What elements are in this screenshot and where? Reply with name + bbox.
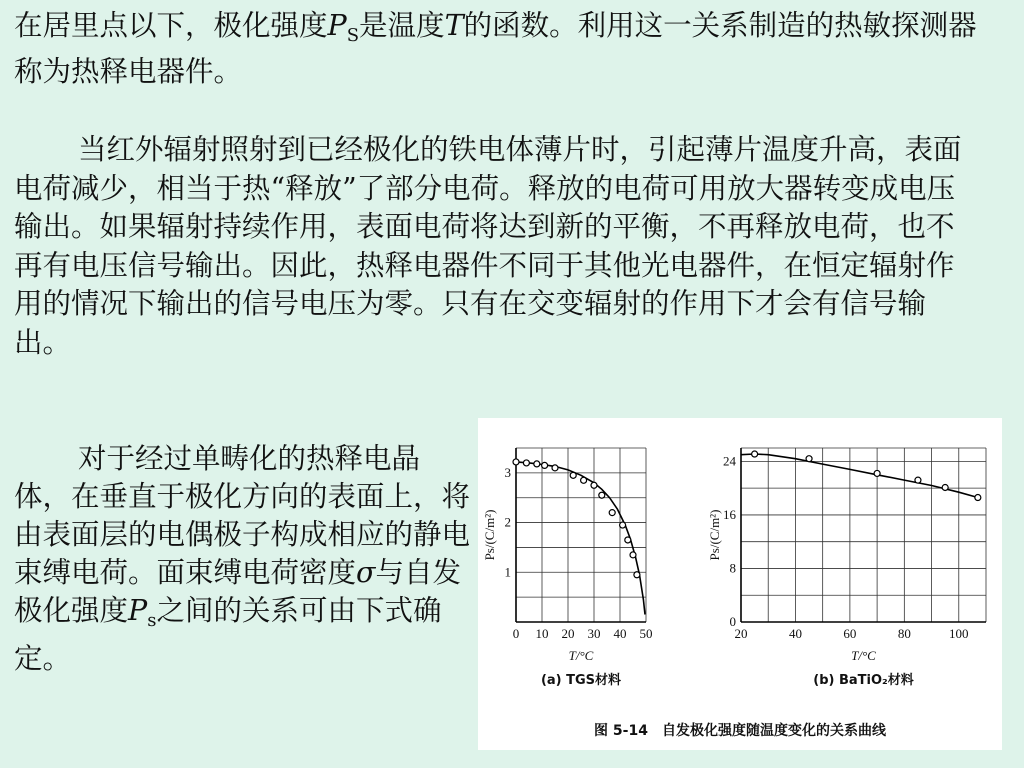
chart1-x-tick-label: 40 bbox=[613, 626, 627, 641]
chart2-series-line bbox=[741, 454, 978, 498]
chart1-data-point bbox=[591, 482, 597, 488]
symbol-P-subscript: S bbox=[346, 25, 360, 46]
chart2-data-point bbox=[806, 456, 812, 462]
chart1-y-tick-label: 2 bbox=[504, 514, 511, 530]
chart2-data-point bbox=[752, 451, 758, 457]
figure-svg bbox=[478, 418, 1002, 750]
chart1-data-point bbox=[570, 472, 576, 478]
chart1-data-point bbox=[620, 522, 626, 528]
symbol-Ps-subscript: s bbox=[147, 610, 157, 631]
chart1-data-point bbox=[625, 537, 631, 543]
chart2-data-point bbox=[874, 470, 880, 476]
charge-text-c: 之间的关系可由下式确定。 bbox=[14, 594, 442, 675]
chart1-y-axis-label: Ps/(C/m²) bbox=[482, 509, 497, 561]
chart1-data-point bbox=[513, 459, 519, 465]
symbol-T: T bbox=[444, 9, 464, 42]
chart2-data-point bbox=[942, 484, 948, 490]
chart2-x-tick-label: 80 bbox=[897, 626, 911, 641]
intro-text-a: 在居里点以下，极化强度 bbox=[14, 9, 328, 42]
chart1-data-point bbox=[630, 552, 636, 558]
chart1-data-point bbox=[634, 572, 640, 578]
symbol-P: P bbox=[327, 9, 347, 42]
chart2-x-tick-label: 20 bbox=[734, 626, 748, 641]
chart2-x-tick-label: 40 bbox=[788, 626, 802, 641]
chart1-x-tick-label: 0 bbox=[512, 626, 520, 641]
paragraph-charge-density bbox=[14, 440, 474, 678]
paragraph-intro bbox=[14, 8, 1004, 90]
chart1-data-point bbox=[609, 510, 615, 516]
chart1-data-point bbox=[534, 461, 540, 467]
chart2-x-tick-label: 60 bbox=[843, 626, 857, 641]
chart2-y-tick-label: 8 bbox=[729, 560, 736, 576]
chart1-x-tick-label: 50 bbox=[639, 626, 653, 641]
symbol-Ps: P bbox=[128, 594, 148, 627]
chart2-caption: (b) BaTiO₂材料 bbox=[813, 673, 914, 688]
chart1-y-tick-label: 3 bbox=[504, 464, 511, 480]
chart1-x-tick-label: 10 bbox=[535, 626, 549, 641]
chart2-x-tick-label: 100 bbox=[949, 626, 969, 641]
intro-text-b: 是温度 bbox=[359, 9, 445, 42]
chart2-data-point bbox=[975, 495, 981, 501]
chart1-data-point bbox=[552, 465, 558, 471]
chart2-x-axis-label: T/°C bbox=[851, 648, 876, 663]
chart2-y-tick-label: 0 bbox=[729, 614, 736, 629]
chart2-y-tick-label: 24 bbox=[723, 453, 736, 469]
figure-polarization-curves bbox=[478, 418, 1002, 750]
chart2-data-point bbox=[915, 477, 921, 483]
paragraph-mechanism: 当红外辐射照射到已经极化的铁电体薄片时，引起薄片温度升高，表面电荷减少，相当于热“释放”了部分电荷。释放的电荷可用放大器转变成电压输出。如果辐射持续作用，表面电荷将达到新的平衡，不再释放电荷，也不再有电压信号输出。因此，热释电器件不同于其他光电器件，在恒定辐射作用的情况下输出的信号电压为零。只有在交变辐射的作用下才会有信号输出。 bbox=[14, 133, 962, 359]
chart2-y-axis-label: Ps/(C/m²) bbox=[707, 509, 722, 561]
chart1-data-point bbox=[542, 462, 548, 468]
figure-title: 图 5-14 自发极化强度随温度变化的关系曲线 bbox=[594, 723, 886, 739]
chart1-x-tick-label: 30 bbox=[587, 626, 601, 641]
chart1-caption: (a) TGS材料 bbox=[540, 673, 622, 688]
chart1-data-point bbox=[599, 492, 605, 498]
charge-text-a: 对于经过单畴化的热释电晶体，在垂直于极化方向的表面上，将由表面层的电偶极子构成相应的静电束缚电荷。面束缚电荷密度 bbox=[14, 442, 471, 589]
chart1-y-tick-label: 1 bbox=[504, 564, 511, 580]
intro-text-c: 的函数。利用这一关系制造的热敏探测器称为热释电器件。 bbox=[14, 9, 977, 88]
chart1-x-axis-label: T/°C bbox=[568, 648, 594, 663]
charge-text-b: 与自发极化强度 bbox=[14, 556, 461, 627]
chart1-data-point bbox=[523, 460, 529, 466]
chart2-y-tick-label: 16 bbox=[723, 506, 736, 522]
symbol-sigma: σ bbox=[356, 556, 376, 589]
chart1-data-point bbox=[581, 477, 587, 483]
chart1-x-tick-label: 20 bbox=[561, 626, 575, 641]
